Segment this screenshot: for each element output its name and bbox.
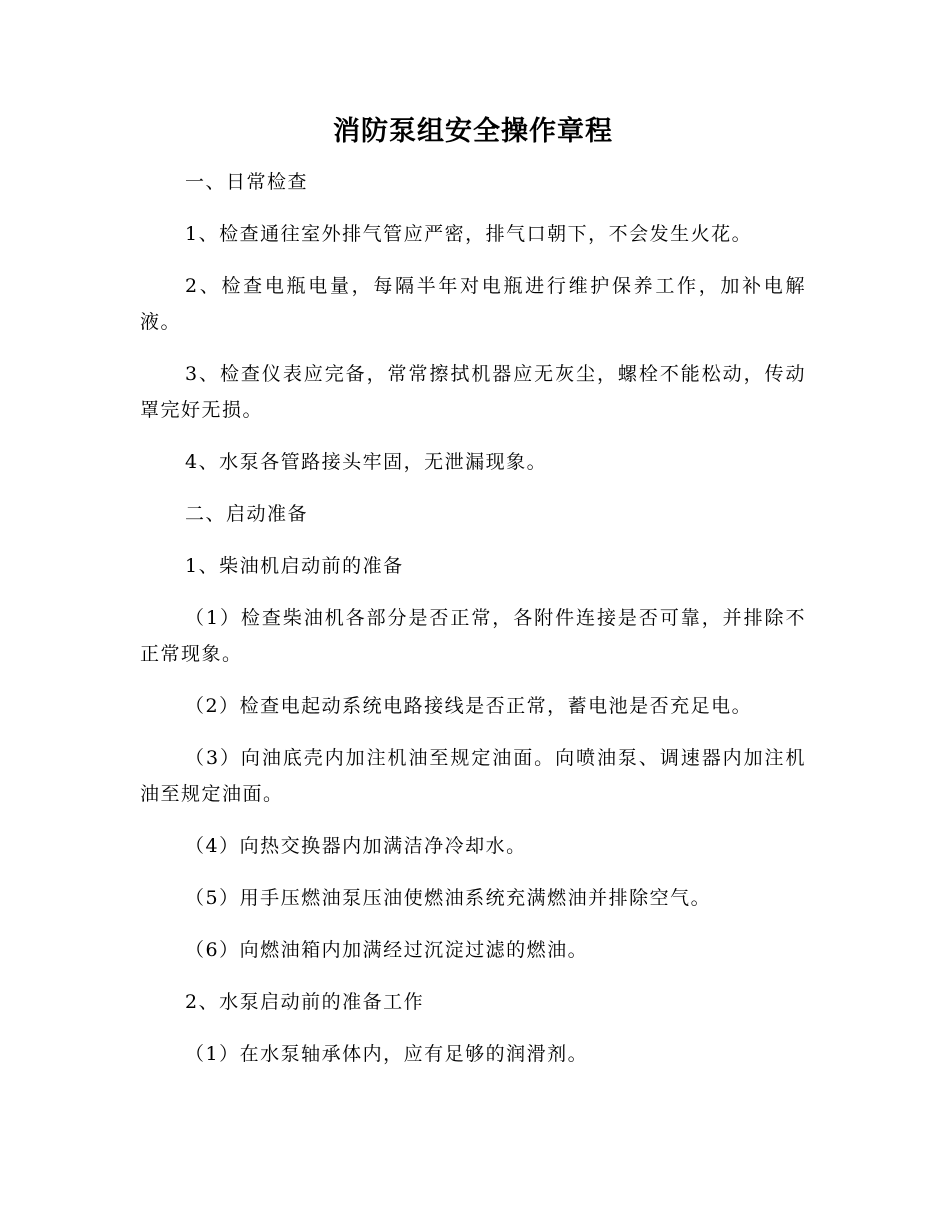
document-page bbox=[140, 0, 806, 1230]
paragraph-item: 4、水泵各管路接头牢固，无泄漏现象。 bbox=[185, 451, 548, 473]
document-title: 消防泵组安全操作章程 bbox=[333, 116, 613, 147]
section-heading-daily-check: 一、日常检查 bbox=[185, 171, 309, 193]
paragraph-item: （4）向热交换器内加满洁净冷却水。 bbox=[185, 835, 527, 857]
paragraph-item: （1）检查柴油机各部分是否正常，各附件连接是否可靠，并排除不正常现象。 bbox=[140, 607, 806, 665]
paragraph-item: 3、检查仪表应完备，常常擦拭机器应无灰尘，螺栓不能松动，传动罩完好无损。 bbox=[140, 363, 806, 421]
paragraph-item: （3）向油底壳内加注机油至规定油面。向喷油泵、调速器内加注机油至规定油面。 bbox=[140, 747, 806, 805]
paragraph-item: （1）在水泵轴承体内，应有足够的润滑剂。 bbox=[185, 1043, 589, 1065]
section-heading-startup-prep: 二、启动准备 bbox=[185, 503, 309, 525]
subsection-heading: 1、柴油机启动前的准备 bbox=[185, 555, 404, 577]
paragraph-item: 1、检查通往室外排气管应严密，排气口朝下，不会发生火花。 bbox=[185, 223, 753, 245]
paragraph-item: （2）检查电起动系统电路接线是否正常，蓄电池是否充足电。 bbox=[185, 695, 753, 717]
document-body bbox=[140, 164, 806, 1088]
subsection-heading: 2、水泵启动前的准备工作 bbox=[185, 991, 425, 1013]
paragraph-item: （5）用手压燃油泵压油使燃油系统充满燃油并排除空气。 bbox=[185, 887, 712, 909]
paragraph-item: （6）向燃油箱内加满经过沉淀过滤的燃油。 bbox=[185, 939, 589, 961]
paragraph-item: 2、检查电瓶电量，每隔半年对电瓶进行维护保养工作，加补电解液。 bbox=[140, 275, 806, 333]
